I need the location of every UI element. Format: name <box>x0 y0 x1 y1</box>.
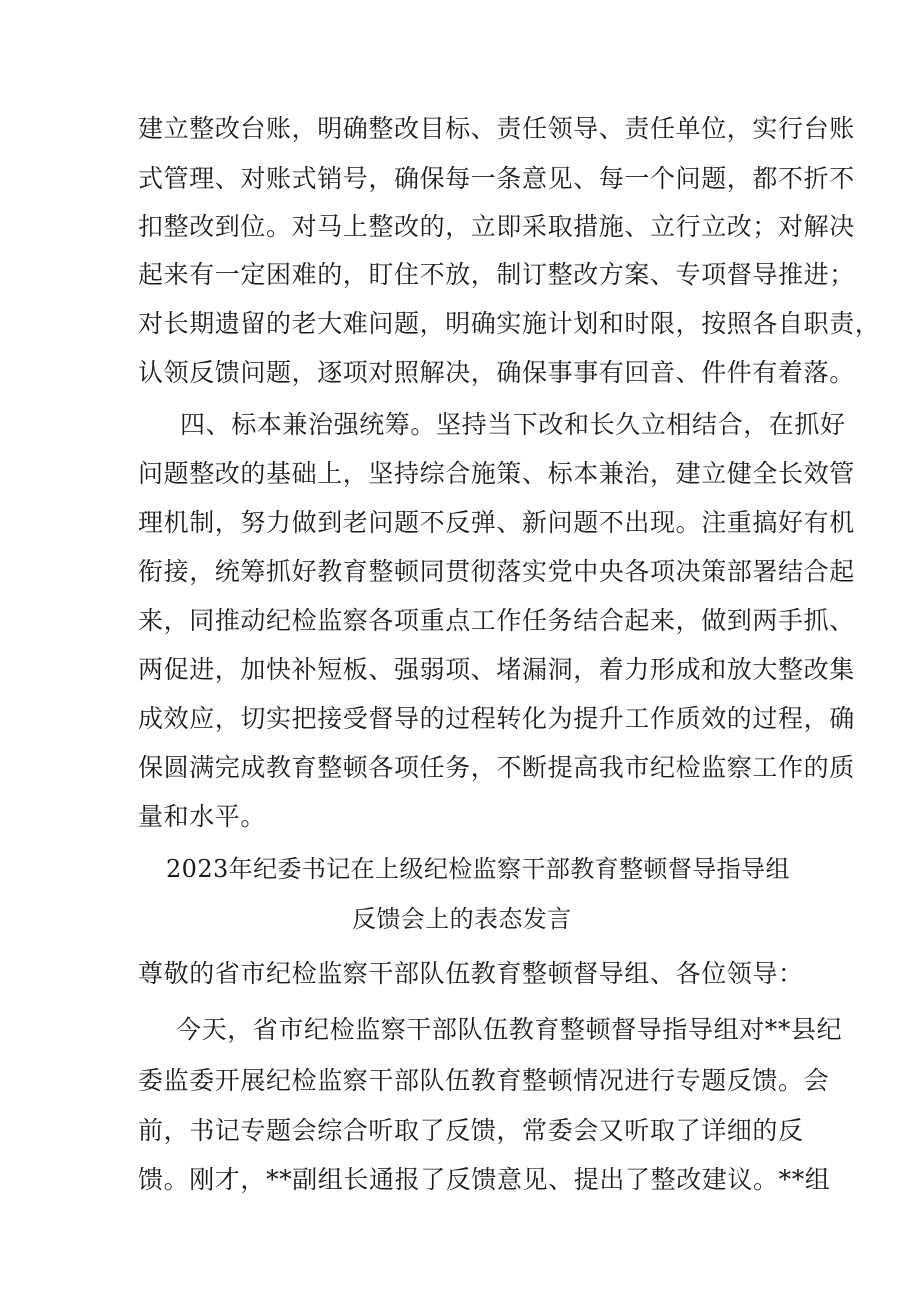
paragraph-2-line: 保圆满完成教育整顿各项任务，不断提高我市纪检监察工作的质 <box>138 753 855 782</box>
paragraph-2-line: 两促进，加快补短板、强弱项、堵漏洞，着力形成和放大整改集 <box>138 655 855 684</box>
document-title-line-2: 反馈会上的表态发言 <box>352 905 572 933</box>
salutation: 尊敬的省市纪检监察干部队伍教育整顿督导组、各位领导： <box>138 959 804 988</box>
paragraph-3-line: 馈。刚才，**副组长通报了反馈意见、提出了整改建议。**组 <box>138 1165 831 1194</box>
paragraph-1-line: 式管理、对账式销号，确保每一条意见、每一个问题，都不折不 <box>138 164 855 193</box>
paragraph-1-line: 对长期遗留的老大难问题，明确实施计划和时限，按照各自职责， <box>138 309 881 338</box>
paragraph-2-line: 量和水平。 <box>138 802 267 831</box>
paragraph-2-line: 理机制，努力做到老问题不反弹、新问题不出现。注重搞好有机 <box>138 508 855 537</box>
paragraph-2-line: 来，同推动纪检监察各项重点工作任务结合起来，做到两手抓、 <box>138 606 855 635</box>
paragraph-1-line: 建立整改台账，明确整改目标、责任领导、责任单位，实行台账 <box>138 114 855 143</box>
paragraph-1-line: 起来有一定困难的，盯住不放，制订整改方案、专项督导推进； <box>138 260 855 289</box>
paragraph-2-line: 问题整改的基础上，坚持综合施策、标本兼治，建立健全长效管 <box>138 459 855 488</box>
paragraph-3-line: 委监委开展纪检监察干部队伍教育整顿情况进行专题反馈。会 <box>138 1066 830 1095</box>
paragraph-3-line: 前，书记专题会综合听取了反馈，常委会又听取了详细的反 <box>138 1116 804 1145</box>
paragraph-1-line: 扣整改到位。对马上整改的，立即采取措施、立行立改；对解决 <box>138 212 855 241</box>
paragraph-1-line: 认领反馈问题，逐项对照解决，确保事事有回音、件件有着落。 <box>138 358 855 387</box>
paragraph-2-line: 四、标本兼治强统筹。坚持当下改和长久立相结合，在抓好 <box>180 410 846 439</box>
paragraph-3-line: 今天，省市纪检监察干部队伍教育整顿督导指导组对**县纪 <box>176 1015 843 1044</box>
document-title-line-1: 2023年纪委书记在上级纪检监察干部教育整顿督导指导组 <box>166 855 790 883</box>
paragraph-2-line: 成效应，切实把接受督导的过程转化为提升工作质效的过程，确 <box>138 704 855 733</box>
paragraph-2-line: 衔接，统筹抓好教育整顿同贯彻落实党中央各项决策部署结合起 <box>138 557 855 586</box>
